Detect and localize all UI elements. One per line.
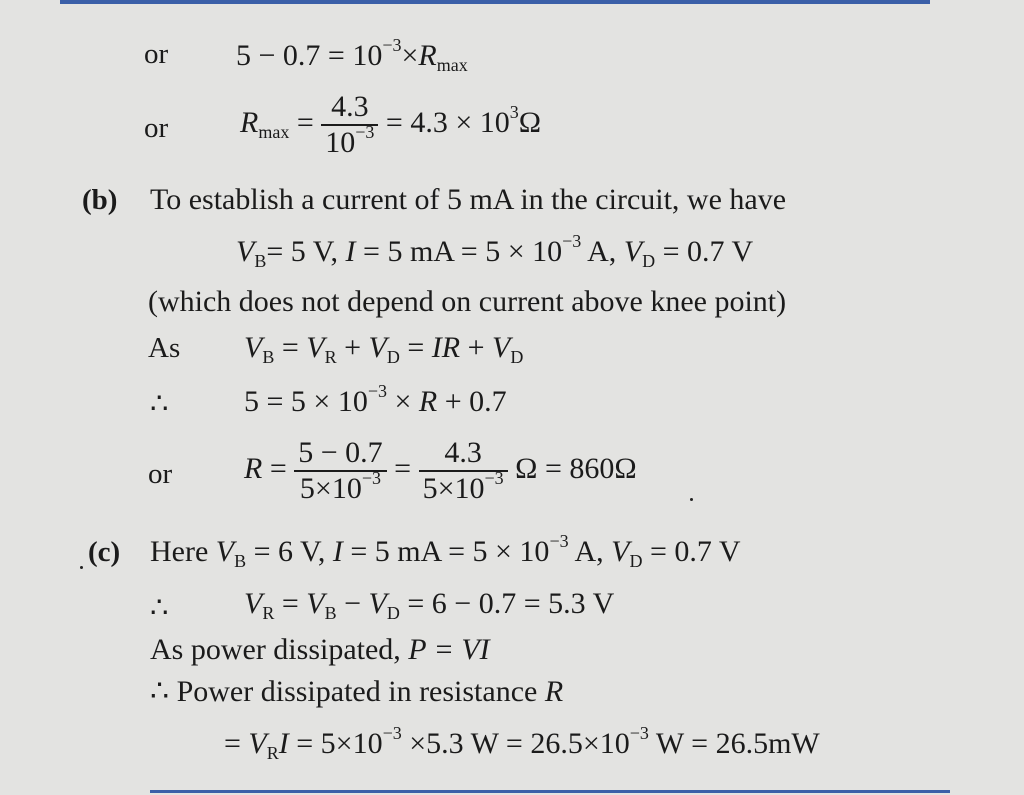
bottom-rule (150, 790, 950, 793)
part-c-power-formula: As power dissipated, P = VI (150, 633, 490, 666)
part-c-label: (c) (88, 536, 121, 568)
or-keyword-1: or (144, 38, 169, 70)
or-keyword-3: or (148, 458, 173, 490)
part-b-givens: $V_B= 5$ V, I = 5 mA = $5 \times 10^{-3}$ A, $V_D = 0.7$ V (236, 231, 754, 271)
part-b-note: (which does not depend on current above knee point) (148, 285, 787, 318)
part-c-final-result: = $V_RI = 5\times 10^{-3} \times 5.3$ $W = 26.5\times 10^{-3}$ W = 26.5mW (224, 723, 820, 763)
scan-speck (690, 498, 693, 501)
or-keyword-2: or (144, 112, 169, 144)
therefore-symbol-b: ∴ (150, 388, 169, 420)
equation-a1: $5 - 0.7 = 10^{-3}\times R_{max}$ (236, 35, 468, 75)
part-c-givens: Here $V_B = 6$ V, I = 5 mA = $5 \times 10^{-3}$ A, $V_D = 0.7$ V (150, 531, 741, 571)
part-b-voltage-sum: $V_B = V_R + V_D$ = IR + $V_D$ (244, 331, 524, 367)
therefore-symbol-c: ∴ (150, 592, 169, 624)
fraction-a2: $\frac{4.3}{10^{-3}}$ (321, 90, 378, 160)
part-c-power-resistance: ∴ Power dissipated in resistance R (150, 675, 564, 708)
top-rule (60, 0, 930, 4)
part-b-intro: To establish a current of 5 mA in the circuit, we have (150, 183, 787, 216)
part-c-resistor-voltage: $V_R = V_B - V_D = 6 - 0.7 = 5.3$ V (244, 587, 615, 623)
fraction-b2: $\frac{4.3}{5\times 10^{-3}}$ (419, 436, 508, 506)
as-keyword: As (148, 332, 181, 364)
part-b-label: (b) (82, 184, 118, 216)
part-b-substitution: $5 = 5 \times 10^{-3} \times R + 0.7$ (244, 381, 507, 418)
scan-speck-2 (80, 566, 83, 569)
fraction-b1: $\frac{5 - 0.7}{5\times 10^{-3}}$ (294, 436, 386, 506)
equation-a2: $R_{max}$ = $\frac{4.3}{10^{-3}}$ = $4.3 \times 10^3\Omega$ (240, 90, 542, 159)
part-b-resistance: R = $\frac{5 - 0.7}{5\times 10^{-3}}$ = $\frac{4.3}{5\times 10^{-3}}$ Ω = 860Ω (244, 436, 637, 505)
